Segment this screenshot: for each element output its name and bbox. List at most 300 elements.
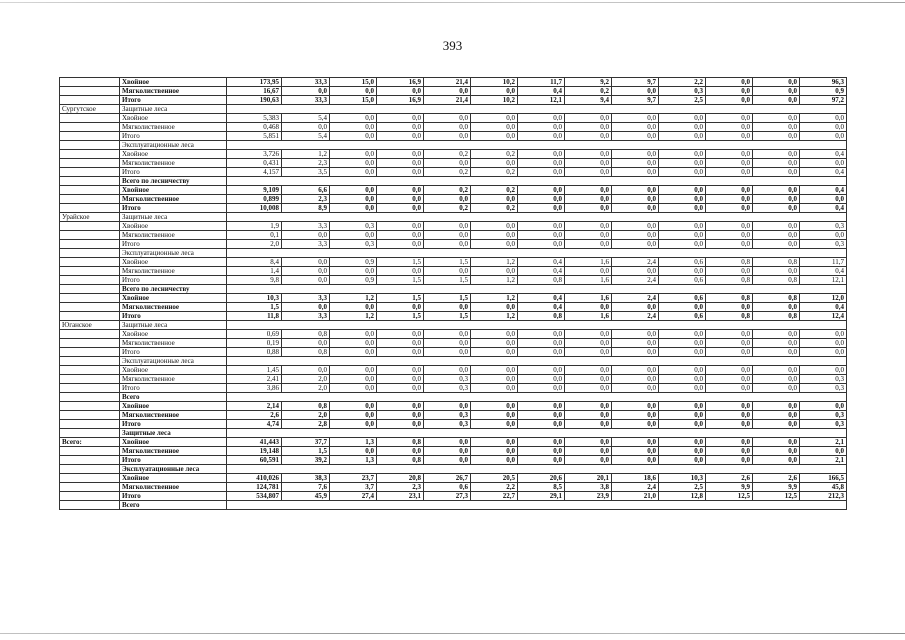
- value-cell: 1,2: [471, 276, 518, 285]
- value-cell: 0,0: [330, 159, 377, 168]
- value-cell: 0,4: [518, 87, 565, 96]
- row-label-cell: Всего по лесничеству: [120, 177, 227, 186]
- value-cell: 0,0: [565, 186, 612, 195]
- row-label-cell: Итого: [120, 492, 227, 501]
- value-cell: 0,0: [753, 231, 800, 240]
- value-cell: 0,0: [518, 186, 565, 195]
- row-label-cell: Мягколиственное: [120, 195, 227, 204]
- value-cell: 0,0: [565, 240, 612, 249]
- value-cell: 0,0: [706, 159, 753, 168]
- value-cell: 11,7: [800, 258, 847, 267]
- value-cell: 0,0: [471, 240, 518, 249]
- region-cell: [60, 141, 120, 150]
- value-cell: 3,8: [565, 483, 612, 492]
- table-row: [60, 267, 847, 276]
- value-cell: 124,781: [227, 483, 282, 492]
- table-row: [60, 276, 847, 285]
- value-cell: 0,0: [424, 195, 471, 204]
- value-cell: 0,0: [565, 150, 612, 159]
- value-cell: 0,0: [282, 276, 330, 285]
- value-cell: 1,5: [282, 447, 330, 456]
- value-cell: 1,5: [424, 276, 471, 285]
- value-cell: 23,9: [565, 492, 612, 501]
- value-cell: 0,0: [706, 402, 753, 411]
- value-cell: 0,0: [471, 420, 518, 429]
- value-cell: 2,1: [800, 456, 847, 465]
- value-cell: 0,0: [612, 402, 659, 411]
- value-cell: 0,0: [330, 384, 377, 393]
- value-cell: 0,0: [377, 348, 424, 357]
- value-cell: 0,0: [424, 132, 471, 141]
- value-cell: 0,3: [800, 384, 847, 393]
- table-row: [60, 312, 847, 321]
- region-cell: Урайское: [60, 213, 120, 222]
- row-label-cell: Хвойное: [120, 114, 227, 123]
- value-cell: 0,0: [330, 150, 377, 159]
- table-row: [60, 105, 847, 114]
- value-cell: 0,0: [753, 186, 800, 195]
- table-row: [60, 357, 847, 366]
- row-label-cell: Всего по лесничеству: [120, 285, 227, 294]
- value-cell: 0,0: [565, 168, 612, 177]
- value-cell: 0,4: [800, 186, 847, 195]
- value-cell: 0,0: [377, 87, 424, 96]
- value-cell: 2,3: [282, 159, 330, 168]
- value-cell: 1,6: [565, 294, 612, 303]
- value-cell: 0,0: [659, 204, 706, 213]
- value-cell: 0,0: [377, 411, 424, 420]
- value-cell: 0,0: [377, 267, 424, 276]
- value-cell: 9,8: [227, 276, 282, 285]
- value-cell: 0,0: [565, 204, 612, 213]
- region-cell: [60, 285, 120, 294]
- value-cell: 21,4: [424, 96, 471, 105]
- value-cell: 0,3: [424, 420, 471, 429]
- value-cell: 0,0: [471, 222, 518, 231]
- value-cell: 0,3: [800, 240, 847, 249]
- value-cell: 0,8: [753, 294, 800, 303]
- region-cell: [60, 204, 120, 213]
- value-cell: 0,0: [706, 267, 753, 276]
- row-label-cell: Всего: [120, 393, 227, 402]
- value-cell: 0,0: [377, 366, 424, 375]
- value-cell: 0,0: [659, 411, 706, 420]
- value-cell: 0,0: [659, 222, 706, 231]
- value-cell: 0,0: [800, 330, 847, 339]
- value-cell: 0,0: [377, 123, 424, 132]
- value-cell: 0,0: [518, 384, 565, 393]
- value-cell: 0,0: [753, 447, 800, 456]
- value-cell: 0,0: [800, 348, 847, 357]
- value-cell: 9,2: [565, 78, 612, 87]
- value-cell: 0,0: [753, 411, 800, 420]
- value-cell: 11,8: [227, 312, 282, 321]
- value-cell: 0,0: [706, 303, 753, 312]
- value-cell: 1,4: [227, 267, 282, 276]
- value-cell: 97,2: [800, 96, 847, 105]
- value-cell: 2,4: [612, 483, 659, 492]
- value-cell: 0,0: [565, 366, 612, 375]
- value-cell: 0,0: [518, 456, 565, 465]
- table-row: [60, 402, 847, 411]
- value-cell: 0,0: [800, 447, 847, 456]
- value-cell: 212,3: [800, 492, 847, 501]
- value-cell: 0,6: [424, 483, 471, 492]
- value-cell: 3,86: [227, 384, 282, 393]
- value-cell: 0,0: [424, 231, 471, 240]
- value-cell: 12,4: [800, 312, 847, 321]
- value-cell: 0,0: [612, 456, 659, 465]
- table-row: [60, 249, 847, 258]
- value-cell: 8,5: [518, 483, 565, 492]
- value-cell: 0,2: [424, 204, 471, 213]
- row-label-cell: Хвойное: [120, 402, 227, 411]
- region-cell: [60, 366, 120, 375]
- value-cell: 0,0: [706, 114, 753, 123]
- value-cell: 0,0: [424, 402, 471, 411]
- value-cell: 2,6: [227, 411, 282, 420]
- value-cell: 60,591: [227, 456, 282, 465]
- row-label-cell: Хвойное: [120, 330, 227, 339]
- row-label-cell: Эксплуатационные леса: [120, 357, 227, 366]
- value-cell: 0,0: [706, 384, 753, 393]
- region-cell: [60, 303, 120, 312]
- value-cell: 1,5: [424, 294, 471, 303]
- value-cell: 0,0: [518, 330, 565, 339]
- table-row: [60, 420, 847, 429]
- value-cell: 0,0: [282, 267, 330, 276]
- value-cell: 0,0: [706, 123, 753, 132]
- value-cell: 33,3: [282, 78, 330, 87]
- row-label-cell: Мягколиственное: [120, 231, 227, 240]
- value-cell: 0,3: [330, 222, 377, 231]
- value-cell: 0,0: [471, 384, 518, 393]
- value-cell: 2,0: [282, 411, 330, 420]
- value-cell: 0,8: [706, 294, 753, 303]
- value-cell: 1,3: [330, 438, 377, 447]
- value-cell: 0,468: [227, 123, 282, 132]
- value-cell: 0,0: [706, 195, 753, 204]
- table-row: [60, 348, 847, 357]
- value-cell: 0,0: [800, 339, 847, 348]
- value-cell: 0,0: [565, 114, 612, 123]
- table-row: [60, 285, 847, 294]
- value-cell: 2,4: [612, 258, 659, 267]
- value-cell: 0,0: [565, 132, 612, 141]
- table-row: [60, 213, 847, 222]
- value-cell: 5,4: [282, 132, 330, 141]
- value-cell: 0,0: [424, 348, 471, 357]
- region-cell: [60, 429, 120, 438]
- value-cell: 0,0: [330, 168, 377, 177]
- value-cell: 0,0: [706, 150, 753, 159]
- value-cell: 3,3: [282, 312, 330, 321]
- value-cell: 0,2: [471, 168, 518, 177]
- value-cell: 0,0: [565, 348, 612, 357]
- value-cell: 0,0: [706, 96, 753, 105]
- value-cell: 0,0: [753, 267, 800, 276]
- value-cell: 0,0: [659, 366, 706, 375]
- value-cell: 0,0: [377, 375, 424, 384]
- value-cell: 23,1: [377, 492, 424, 501]
- table-row: [60, 411, 847, 420]
- row-label-cell: Эксплуатационные леса: [120, 249, 227, 258]
- value-cell: 3,3: [282, 294, 330, 303]
- value-cell: 1,5: [377, 294, 424, 303]
- value-cell: 0,0: [518, 348, 565, 357]
- value-cell: 0,0: [565, 375, 612, 384]
- table-row: [60, 141, 847, 150]
- value-cell: 0,0: [518, 375, 565, 384]
- row-label-cell: Итого: [120, 312, 227, 321]
- value-cell: 173,95: [227, 78, 282, 87]
- value-cell: 0,0: [659, 195, 706, 204]
- empty-span-cell: [227, 321, 847, 330]
- value-cell: 0,0: [424, 267, 471, 276]
- value-cell: 0,0: [282, 87, 330, 96]
- value-cell: 0,0: [565, 456, 612, 465]
- value-cell: 0,0: [471, 159, 518, 168]
- value-cell: 20,1: [565, 474, 612, 483]
- value-cell: 0,0: [518, 339, 565, 348]
- value-cell: 0,0: [330, 330, 377, 339]
- value-cell: 0,0: [800, 159, 847, 168]
- scan-edge-top: [0, 2, 905, 3]
- value-cell: 0,0: [565, 411, 612, 420]
- region-cell: [60, 447, 120, 456]
- region-cell: [60, 357, 120, 366]
- table-row: [60, 96, 847, 105]
- value-cell: 0,0: [706, 366, 753, 375]
- value-cell: 0,19: [227, 339, 282, 348]
- value-cell: 0,0: [424, 114, 471, 123]
- value-cell: 0,3: [800, 375, 847, 384]
- value-cell: 0,0: [565, 447, 612, 456]
- table-row: [60, 150, 847, 159]
- value-cell: 0,0: [612, 438, 659, 447]
- value-cell: 0,0: [753, 438, 800, 447]
- value-cell: 0,0: [612, 375, 659, 384]
- table-row: [60, 177, 847, 186]
- value-cell: 22,7: [471, 492, 518, 501]
- empty-span-cell: [227, 465, 847, 474]
- value-cell: 2,0: [282, 375, 330, 384]
- region-cell: [60, 159, 120, 168]
- value-cell: 0,0: [706, 348, 753, 357]
- value-cell: 0,0: [753, 96, 800, 105]
- value-cell: 0,0: [565, 123, 612, 132]
- value-cell: 0,0: [612, 330, 659, 339]
- value-cell: 0,0: [518, 222, 565, 231]
- row-label-cell: Мягколиственное: [120, 303, 227, 312]
- region-cell: [60, 186, 120, 195]
- value-cell: 0,0: [612, 159, 659, 168]
- value-cell: 10,2: [471, 96, 518, 105]
- value-cell: 0,0: [659, 267, 706, 276]
- row-label-cell: Защитные леса: [120, 429, 227, 438]
- value-cell: 0,0: [753, 420, 800, 429]
- value-cell: 0,0: [753, 456, 800, 465]
- value-cell: 45,9: [282, 492, 330, 501]
- value-cell: 0,0: [377, 132, 424, 141]
- value-cell: 0,0: [377, 339, 424, 348]
- value-cell: 0,0: [518, 168, 565, 177]
- value-cell: 0,0: [706, 231, 753, 240]
- value-cell: 0,8: [706, 276, 753, 285]
- scan-edge-bottom: [0, 633, 905, 634]
- value-cell: 0,8: [706, 312, 753, 321]
- region-cell: [60, 312, 120, 321]
- value-cell: 0,3: [800, 411, 847, 420]
- value-cell: 0,4: [518, 303, 565, 312]
- table-row: [60, 78, 847, 87]
- value-cell: 0,0: [612, 384, 659, 393]
- value-cell: 0,0: [518, 240, 565, 249]
- value-cell: 410,026: [227, 474, 282, 483]
- value-cell: 0,0: [612, 303, 659, 312]
- value-cell: 0,0: [424, 366, 471, 375]
- value-cell: 0,4: [518, 294, 565, 303]
- value-cell: 0,0: [706, 204, 753, 213]
- value-cell: 0,0: [753, 78, 800, 87]
- value-cell: 0,4: [800, 168, 847, 177]
- row-label-cell: Хвойное: [120, 294, 227, 303]
- value-cell: 0,0: [471, 330, 518, 339]
- value-cell: 0,4: [800, 267, 847, 276]
- table-row: [60, 339, 847, 348]
- value-cell: 1,6: [565, 258, 612, 267]
- value-cell: 0,0: [612, 240, 659, 249]
- region-cell: [60, 231, 120, 240]
- value-cell: 0,0: [518, 411, 565, 420]
- value-cell: 0,69: [227, 330, 282, 339]
- value-cell: 0,0: [330, 204, 377, 213]
- value-cell: 0,0: [659, 402, 706, 411]
- row-label-cell: Хвойное: [120, 258, 227, 267]
- value-cell: 0,0: [753, 339, 800, 348]
- value-cell: 18,6: [612, 474, 659, 483]
- value-cell: 0,8: [377, 438, 424, 447]
- table-row: [60, 384, 847, 393]
- value-cell: 0,0: [471, 456, 518, 465]
- value-cell: 2,2: [471, 483, 518, 492]
- value-cell: 0,0: [424, 438, 471, 447]
- value-cell: 0,0: [800, 132, 847, 141]
- value-cell: 0,0: [330, 411, 377, 420]
- value-cell: 0,0: [612, 222, 659, 231]
- value-cell: 0,0: [612, 186, 659, 195]
- value-cell: 0,0: [282, 231, 330, 240]
- value-cell: 20,6: [518, 474, 565, 483]
- row-label-cell: Мягколиственное: [120, 123, 227, 132]
- value-cell: 0,0: [330, 114, 377, 123]
- value-cell: 1,2: [471, 294, 518, 303]
- value-cell: 0,88: [227, 348, 282, 357]
- region-cell: [60, 168, 120, 177]
- value-cell: 0,0: [471, 114, 518, 123]
- value-cell: 0,0: [330, 195, 377, 204]
- table-row: [60, 366, 847, 375]
- value-cell: 0,0: [330, 447, 377, 456]
- row-label-cell: Хвойное: [120, 474, 227, 483]
- value-cell: 1,5: [377, 312, 424, 321]
- value-cell: 0,0: [330, 186, 377, 195]
- value-cell: 0,0: [565, 159, 612, 168]
- value-cell: 2,5: [659, 483, 706, 492]
- value-cell: 0,0: [282, 303, 330, 312]
- region-cell: [60, 150, 120, 159]
- value-cell: 0,0: [753, 330, 800, 339]
- value-cell: 0,0: [377, 447, 424, 456]
- value-cell: 0,0: [330, 132, 377, 141]
- value-cell: 0,0: [565, 339, 612, 348]
- region-cell: [60, 276, 120, 285]
- table-row: [60, 258, 847, 267]
- value-cell: 0,0: [612, 231, 659, 240]
- value-cell: 0,431: [227, 159, 282, 168]
- region-cell: [60, 348, 120, 357]
- value-cell: 20,8: [377, 474, 424, 483]
- value-cell: 0,0: [659, 456, 706, 465]
- value-cell: 0,0: [377, 420, 424, 429]
- value-cell: 0,0: [800, 402, 847, 411]
- value-cell: 0,0: [753, 375, 800, 384]
- value-cell: 0,0: [612, 195, 659, 204]
- value-cell: 0,3: [424, 384, 471, 393]
- value-cell: 1,2: [330, 312, 377, 321]
- value-cell: 0,0: [612, 132, 659, 141]
- value-cell: 0,0: [753, 402, 800, 411]
- table-row: [60, 321, 847, 330]
- value-cell: 9,9: [753, 483, 800, 492]
- region-cell: [60, 195, 120, 204]
- value-cell: 29,1: [518, 492, 565, 501]
- value-cell: 0,0: [330, 231, 377, 240]
- value-cell: 5,851: [227, 132, 282, 141]
- value-cell: 0,0: [518, 195, 565, 204]
- value-cell: 0,0: [753, 150, 800, 159]
- value-cell: 3,5: [282, 168, 330, 177]
- value-cell: 0,0: [471, 339, 518, 348]
- value-cell: 0,3: [659, 87, 706, 96]
- value-cell: 0,0: [753, 303, 800, 312]
- value-cell: 0,0: [612, 366, 659, 375]
- page-number: 393: [442, 38, 463, 53]
- table-row: [60, 195, 847, 204]
- value-cell: 2,2: [659, 78, 706, 87]
- value-cell: 1,6: [565, 312, 612, 321]
- value-cell: 0,0: [659, 186, 706, 195]
- value-cell: 38,3: [282, 474, 330, 483]
- value-cell: 9,7: [612, 96, 659, 105]
- value-cell: 190,63: [227, 96, 282, 105]
- value-cell: 0,0: [612, 204, 659, 213]
- empty-span-cell: [227, 393, 847, 402]
- region-cell: Всего:: [60, 438, 120, 447]
- row-label-cell: Мягколиственное: [120, 339, 227, 348]
- value-cell: 0,0: [800, 231, 847, 240]
- value-cell: 10,008: [227, 204, 282, 213]
- row-label-cell: Мягколиственное: [120, 267, 227, 276]
- value-cell: 0,0: [330, 267, 377, 276]
- value-cell: 0,0: [377, 222, 424, 231]
- row-label-cell: Хвойное: [120, 78, 227, 87]
- value-cell: 37,7: [282, 438, 330, 447]
- value-cell: 0,0: [565, 303, 612, 312]
- value-cell: 0,0: [330, 366, 377, 375]
- empty-span-cell: [227, 141, 847, 150]
- value-cell: 0,0: [659, 132, 706, 141]
